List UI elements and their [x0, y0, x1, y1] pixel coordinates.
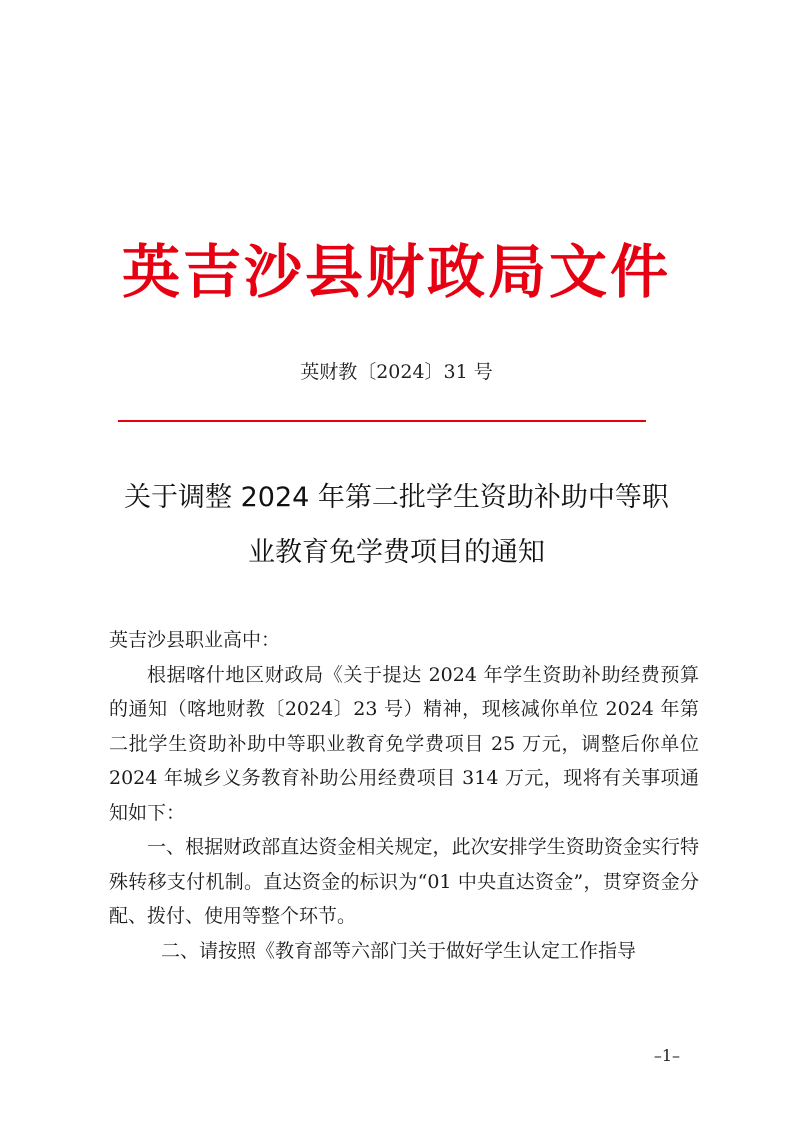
- page-number: –1–: [653, 1046, 680, 1065]
- notice-title: [60, 470, 733, 580]
- document-number: 英财教〔2024〕31 号: [300, 361, 493, 383]
- body-paragraph-1: 根据喀什地区财政局《关于提达 2024 年学生资助补助经费预算的通知（喀地财教〔2024〕23 号）精神，现核减你单位 2024 年第二批学生资助补助中等职业教育免学费项目 25 万元，调整后你单位 2024 年城乡义务教育补助公用经费项目 314 万元，现将有关事项通知如下：: [109, 663, 699, 824]
- addressee: 英吉沙县职业高中：: [109, 629, 281, 651]
- body-paragraph-3: 二、请按照《教育部等六部门关于做好学生认定工作指导: [161, 939, 637, 962]
- body-paragraph-2: 一、根据财政部直达资金相关规定，此次安排学生资助资金实行特殊转移支付机制。直达资金的标识为“01 中央直达资金”，贯穿资金分配、拨付、使用等整个环节。: [109, 836, 699, 927]
- document-body: [109, 623, 699, 968]
- issuing-authority-header: 英吉沙县财政局文件: [121, 238, 671, 306]
- notice-title-line-1: 关于调整 2024 年第二批学生资助补助中等职: [124, 482, 669, 513]
- notice-title-line-2: 业教育免学费项目的通知: [248, 537, 545, 568]
- red-divider-line: [118, 420, 646, 422]
